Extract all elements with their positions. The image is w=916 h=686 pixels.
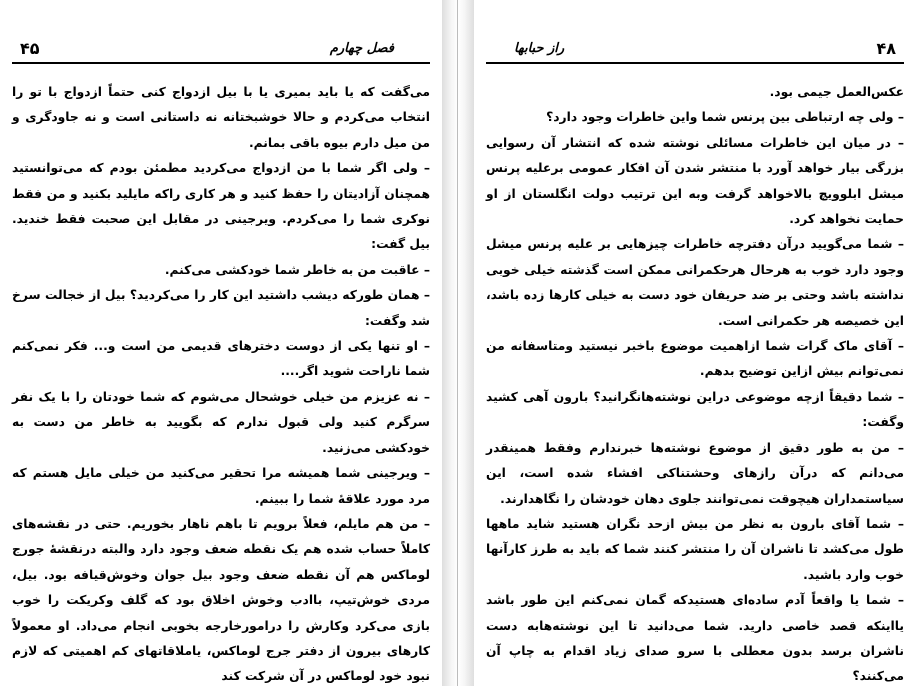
paragraph: – من هم مایلم، فعلاً برویم تا باهم ناهار بخوریم. حتی در نقشه‌های کاملاً حساب شده هم یک نقطه ضعف وجود دارد والبته درنقشهٔ جورج لوماکس هم آن نقطه ضعف وجود بیل جوان وخوش‌قیافه بود. بیل، مردی خوش‌تیپ، باادب وخوش اخلاق بود که گلف وکریکت را خوب بازی می‌کرد وکارش را درامورخارجه بخوبی انجام می‌داد. او معمولاً کارهای بیرون از دفتر جرج لوماکس، یاملاقاتهای کم اهمیتی که لازم نبود خود لوماکس در آن شرکت کند <box>12 516 430 684</box>
left-page <box>0 0 442 686</box>
paragraph: – شما آقای بارون به نظر من بیش ازحد نگران هستید شاید ماهها طول می‌کشد تا ناشران آن را منتشر کنند شما که باید به طرز کارآنها خوب وارد باشید. <box>486 516 904 582</box>
paragraph: – شما دقیقاً ازچه موضوعی دراین نوشته‌هانگرانید؟ بارون آهی کشید وگفت: <box>486 389 904 430</box>
paragraph: – ولی اگر شما با من ازدواج می‌کردید مطمئن بودم که می‌توانستید همچنان آزادیتان را حفظ کنید و هر کاری راکه مایلید بکنید و من فقط نوکری شما را می‌کردم. ویرجینی در مقابل این صحبت فقط خندید. بیل گفت: <box>12 161 430 252</box>
right-running-head: راز حبابها <box>514 41 565 56</box>
paragraph: – همان طورکه دیشب داشتید این کار را می‌کردید؟ بیل از خجالت سرخ شد وگفت: <box>12 288 430 328</box>
gutter-fold-line <box>457 0 458 686</box>
right-page <box>474 0 916 686</box>
paragraph: – شما می‌گویید درآن دفترچه خاطرات چیزهایی بر علیه پرنس میشل وجود دارد خوب به هرحال هرحکمرانی ممکن است گذشته خیلی خوبی نداشته باشد وحتی بر ضد حریفان خود دست به خیلی کارها زده باشد، این خصیصه هر حکمرانی است. <box>486 237 904 328</box>
paragraph: – ویرجینی شما همیشه مرا تحقیر می‌کنید من خیلی مایل هستم که مرد مورد علاقهٔ شما را ببینم. <box>12 466 430 506</box>
right-page-body <box>486 80 904 684</box>
left-page-header <box>12 36 430 64</box>
paragraph: – عاقبت من به خاطر شما خودکشی می‌کنم. <box>164 262 430 277</box>
paragraph: – نه عزیزم من خیلی خوشحال می‌شوم که شما خودتان را با یک نفر سرگرم کنید ولی قبول ندارم که بگویید به خاطر من دست به خودکشی می‌زنید. <box>12 389 430 455</box>
book-gutter <box>442 0 474 686</box>
right-page-number: ۴۸ <box>876 39 896 58</box>
paragraph: – آقای ماک گرات شما ازاهمیت موضوع باخبر نیستید ومتاسفانه من نمی‌توانم بیش ازاین توضیح بدهم. <box>486 339 904 379</box>
left-running-head: فصل چهارم <box>329 41 394 56</box>
paragraph: – در میان این خاطرات مسائلی نوشته شده که انتشار آن رسوایی بزرگی بیار خواهد آورد با منتشر شدن آن افکار عمومی برعلیه پرنس میشل ابلوویچ بالاخواهد گرفت وبه این ترتیب دولت انگلستان از او حمایت نخواهد کرد. <box>486 135 904 227</box>
paragraph: می‌گفت که یا باید بمیری یا با بیل ازدواج کنی حتماً ازدواج با تو را انتخاب می‌کردم و حالا خوشبختانه نه داستانی است و نه جاودگری و من میل دارم بیوه باقی بمانم. <box>12 85 430 150</box>
right-page-header <box>486 36 904 64</box>
paragraph: – ولی چه ارتباطی بین پرنس شما واین خاطرات وجود دارد؟ <box>546 110 904 125</box>
paragraph: – او تنها یکی از دوست دخترهای قدیمی من است و... فکر نمی‌کنم شما ناراحت شوید اگر.... <box>12 339 430 379</box>
paragraph: عکس‌العمل جیمی بود. <box>769 85 904 99</box>
left-page-body <box>12 80 430 684</box>
paragraph: – شما یا واقعاً آدم ساده‌ای هستیدکه گمان نمی‌کنم این طور باشد یااینکه قصد خاصی دارید. شما می‌دانید تا این نوشته‌هابه دست ناشران برسد بدون معطلی با سرو صدای زیاد اقدام به چاپ آن می‌کنند؟ <box>486 593 904 684</box>
paragraph: – من به طور دقیق از موضوع نوشته‌ها خبرندارم وفقط همینقدر می‌دانم که درآن رازهای وحشتناکی افشاء شده است، این سیاستمداران هیچوقت نمی‌توانند جلوی دهان خودشان را نگاهدارند. <box>486 440 904 506</box>
left-page-number: ۴۵ <box>20 39 40 58</box>
